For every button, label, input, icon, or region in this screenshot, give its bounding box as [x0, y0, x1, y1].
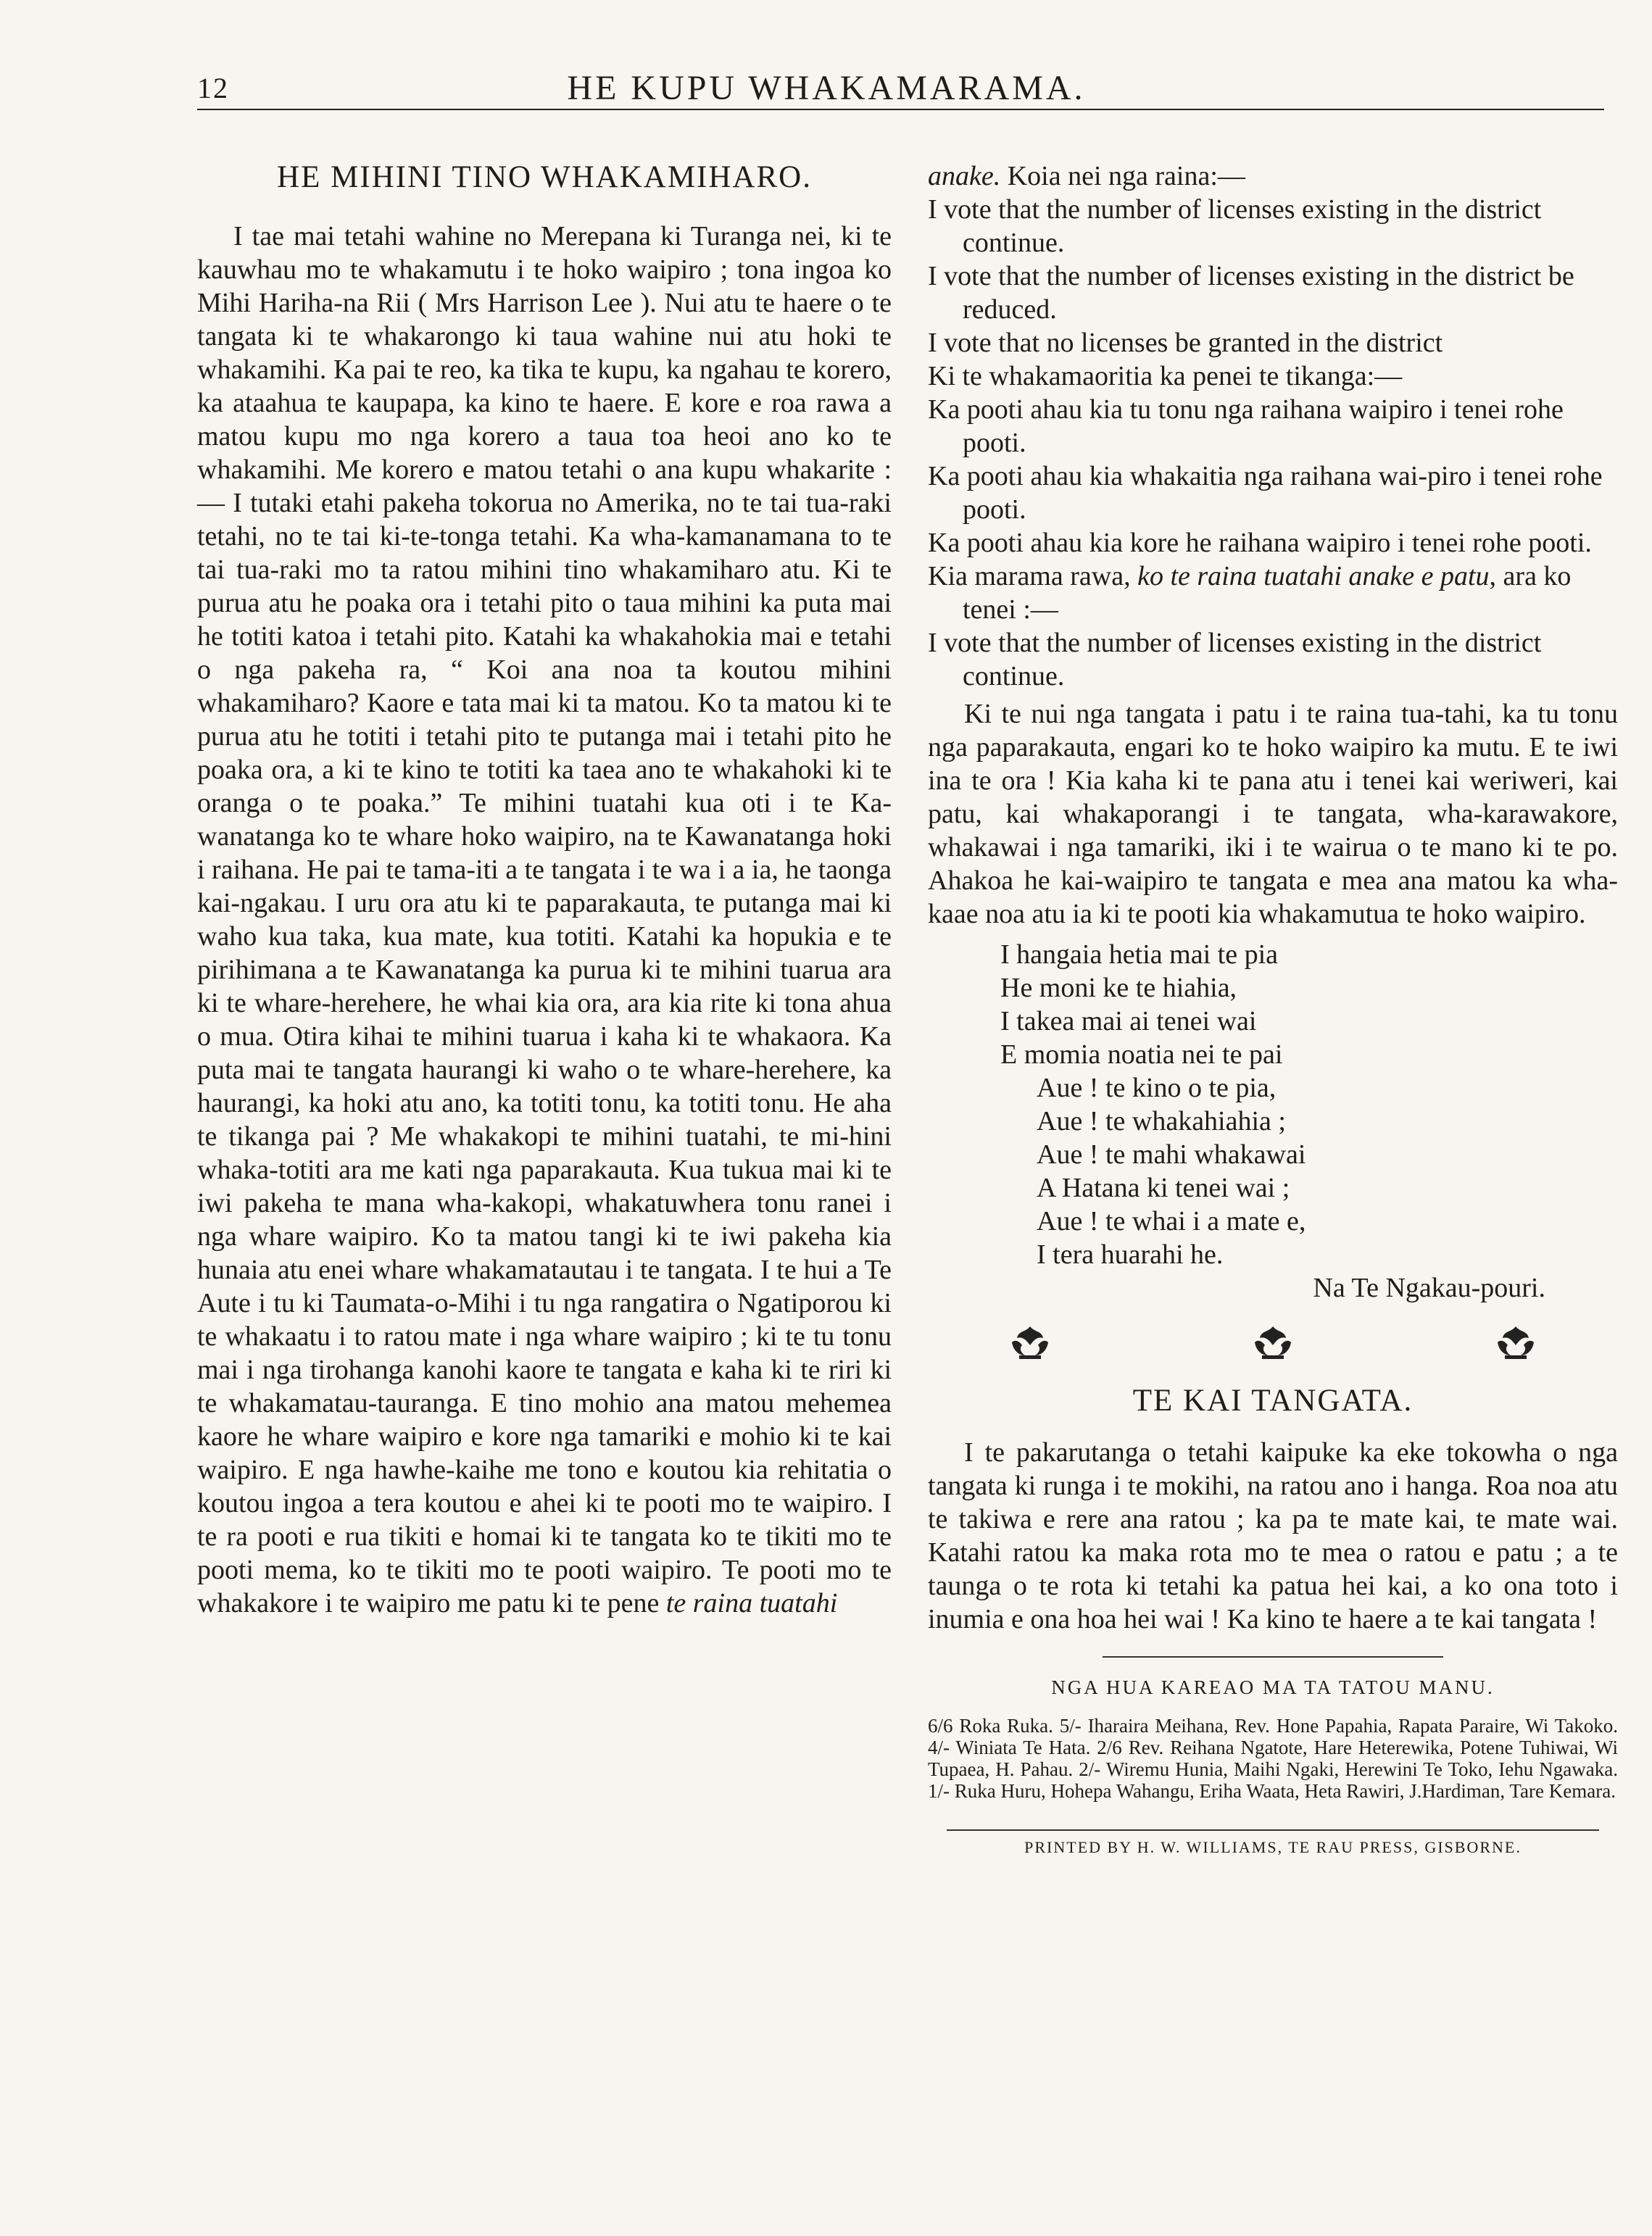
- vote-section: [928, 159, 1618, 693]
- poem-line: Aue ! te whai i a mate e,: [1037, 1206, 1306, 1237]
- vote-line: I vote that the number of licenses existing in the district be reduced.: [928, 261, 1574, 325]
- clarification-suffix: , ara ko tenei :—: [963, 561, 1572, 625]
- fleuron-icon: [1008, 1323, 1053, 1361]
- printer-imprint: PRINTED BY H. W. WILLIAMS, TE RAU PRESS, GISBORNE.: [1024, 1838, 1522, 1856]
- poem-line: Aue ! te kino o te pia,: [1037, 1073, 1277, 1103]
- italic-phrase: te raina tuatahi: [665, 1588, 838, 1618]
- running-title: HE KUPU WHAKAMARAMA.: [567, 69, 1086, 107]
- article-title-kai-tangata: TE KAI TANGATA.: [1132, 1384, 1414, 1418]
- vote-line: Ka pooti ahau kia whakaitia nga raihana wai-piro i tenei rohe pooti.: [928, 461, 1603, 525]
- poem-line: A Hatana ki tenei wai ;: [1037, 1173, 1290, 1203]
- article-body-kai-tangata: I te pakarutanga o tetahi kaipuke ka eke tokowha o nga tangata ki runga i te mokihi, na ratou ano i hanga. Roa noa atu te takiwa e rere ana ratou ; ka pa te mate kai, te mate wai. Katahi ratou ka maka rota mo te mea o ratou e patu ; a te taunga o te rota ki tetahi ka patua hei kai, a ko ona toto i inumia e ona hoa hei wai ! Ka kino te haere a te kai tangata !: [928, 1437, 1618, 1634]
- article-title-mihini: HE MIHINI TINO WHAKAMIHARO.: [277, 160, 812, 194]
- right-column: [928, 159, 1618, 1857]
- poem-signature: Na Te Ngakau-pouri.: [1313, 1273, 1545, 1303]
- continuation-text: Koia nei nga raina:—: [1000, 161, 1245, 191]
- fleuron-icon: [1250, 1323, 1295, 1361]
- clarification-prefix: Kia marama rawa,: [928, 561, 1138, 591]
- poem: [1000, 938, 1618, 1305]
- poem-line: I takea mai ai tenei wai: [1000, 1006, 1257, 1036]
- poem-line: I hangaia hetia mai te pia: [1000, 939, 1278, 970]
- left-column: [197, 159, 892, 1620]
- vote-line: Ki te whakamaoritia ka penei te tikanga:—: [928, 361, 1403, 391]
- vote-line: Ka pooti ahau kia kore he raihana waipiro i tenei rohe pooti.: [928, 528, 1592, 558]
- contributions-list: 6/6 Roka Ruka. 5/- Iharaira Meihana, Rev. Hone Papahia, Rapata Paraire, Wi Takoko. 4/- Winiata Te Hata. 2/6 Rev. Reihana Ngatote, Hare Heterewika, Potene Tuhiwai, Wi Tupaea, H. Pahau. 2/- Wiremu Hunia, Maihi Ngaki, Herewini Te Toko, Iehu Ngawaka. 1/- Ruka Huru, Hohepa Wahangu, Eriha Waata, Heta Rawiri, J.Hardiman, Tare Kemara.: [928, 1715, 1618, 1802]
- contributions-title: NGA HUA KAREAO MA TA TATOU MANU.: [1051, 1676, 1495, 1698]
- vote-line-final: I vote that the number of licenses existing in the district continue.: [928, 628, 1542, 691]
- body-text: I tae mai tetahi wahine no Merepana ki Turanga nei, ki te kauwhau mo te whakamutu i te hoko waipiro ; tona ingoa ko Mihi Hariha-na Rii ( Mrs Harrison Lee ). Nui atu te haere o te tangata ki te whakarongo ki taua wahine nui atu hoki te whakamihi. Ka pai te reo, ka tika te kupu, ka ngahau te korero, ka ataahua te kaupapa, ka kino te haere. E kore e roa rawa a matou kupu mo nga korero a taua toa heoi ano ko te whakamihi. Me korero e matou tetahi o ana kupu whakarite :— I tutaki etahi pakeha tokorua no Amerika, no te tai tua-raki tetahi, no te tai ki-te-tonga tetahi. Ka wha-kamanamana to te tai tua-raki mo ta ratou mihini tino whakamiharo atu. Ki te purua atu he poaka ora i tetahi pito o taua mihini ka puta mai he totiti katoa i tetahi pito. Katahi ka whakahokia mai e tetahi o nga pakeha ra, “ Koi ana noa ta koutou mihini whakamiharo? Kaore e tata mai ki ta matou. Ko ta matou ki te purua atu he totiti i tetahi pito te putanga mai i tetahi pito he poaka ora, a ki te kino te totiti ka taea ano te whakahoki ki te oranga o te poaka.” Te mihini tuatahi kua oti i te Ka-wanatanga ko te whare hoko waipiro, na te Kawanatanga hoki i raihana. He pai te tama-iti a te tangata i te wa i a ia, he taonga kai-ngakau. I uru ora atu ki te paparakauta, te putanga mai ki waho kua taka, kua mate, kua totiti. Katahi ka hopukia e te pirihimana a te Kawanatanga ka purua ki te mihini tuarua ara ki te whare-herehere, he whai kia ora, ara kia rite ki tona ahua o mua. Otira kihai te mihini tuarua i kaha ki te whakaora. Ka puta mai te tangata haurangi ki waho o te whare-herehere, ka haurangi, ka hoki atu ano, ka totiti tonu, ka totiti tonu. He aha te tikanga pai ? Me whakakopi te mihini tuatahi, te mi-hini whaka-totiti ara me kati nga paparakauta. Kua tukua mai ki te iwi pakeha te mana wha-kakopi, whakatuwhera tonu ranei i nga whare waipiro. Ko ta matou tangi ki te iwi pakeha kia hunaia atu enei whare whakamatautau i te tangata. I te hui a Te Aute i tu ki Taumata-o-Mihi i tu nga rangatira o Ngatiporou ki te whakaatu i to ratou mate i nga whare waipiro ; ki te tu tonu mai i nga tirohanga kanohi kaore te tangata e kaha ki te riri ki te whakamatau-tauranga. E tino mohio ana matou mehemea kaore he whare waipiro e kore nga tamariki e mohio ki te kai waipiro. E nga hawhe-kaihe me tono e koutou kia rehitatia o koutou ingoa a tera koutou e ahei ki te pooti mo te waipiro. I te ra pooti e rua tikiti e homai ki te tangata ko te tikiti mo te pooti mema, ko te tikiti mo te pooti waipiro. Te pooti mo te whakakore i te waipiro me patu ki te pene: [197, 221, 892, 1618]
- italic-word: anake.: [928, 161, 1001, 191]
- clarification-line: [928, 560, 1618, 626]
- vote-line: I vote that no licenses be granted in the district: [928, 328, 1443, 358]
- clarification-italic: ko te raina tuatahi anake e patu: [1137, 561, 1490, 591]
- poem-line: E momia noatia nei te pai: [1000, 1039, 1283, 1070]
- poem-line: Aue ! te whakahiahia ;: [1037, 1106, 1286, 1136]
- continuation-line: [928, 159, 1618, 193]
- exhortation-paragraph: Ki te nui nga tangata i patu i te raina tua-tahi, ka tu tonu nga paparakauta, engari ko te hoko waipiro ka mutu. E te iwi ina te ora ! Kia kaha ki te pana atu i tenei kai weriweri, kai patu, kai whakaporangi i te tangata, wha-karawakore, whakawai i nga tamariki, iki i te wairua o te mano ki te po. Ahakoa he kai-waipiro te tangata e mea ana matou ka wha-kaae noa atu ia ki te pooti kia whakamutua te hoko waipiro.: [928, 699, 1618, 929]
- printer-rule: [947, 1829, 1599, 1831]
- article-body-mihini: [197, 220, 892, 1620]
- poem-line: I tera huarahi he.: [1037, 1239, 1224, 1270]
- header-rule: [197, 109, 1604, 110]
- section-rule: [1103, 1656, 1443, 1658]
- poem-line: He moni ke te hiahia,: [1000, 973, 1237, 1003]
- ornament-row: [928, 1305, 1618, 1361]
- page-number: 12: [197, 72, 229, 104]
- vote-line: Ka pooti ahau kia tu tonu nga raihana waipiro i tenei rohe pooti.: [928, 394, 1564, 458]
- poem-line: Aue ! te mahi whakawai: [1037, 1139, 1306, 1170]
- vote-line: I vote that the number of licenses existing in the district continue.: [928, 194, 1542, 258]
- fleuron-icon: [1493, 1323, 1538, 1361]
